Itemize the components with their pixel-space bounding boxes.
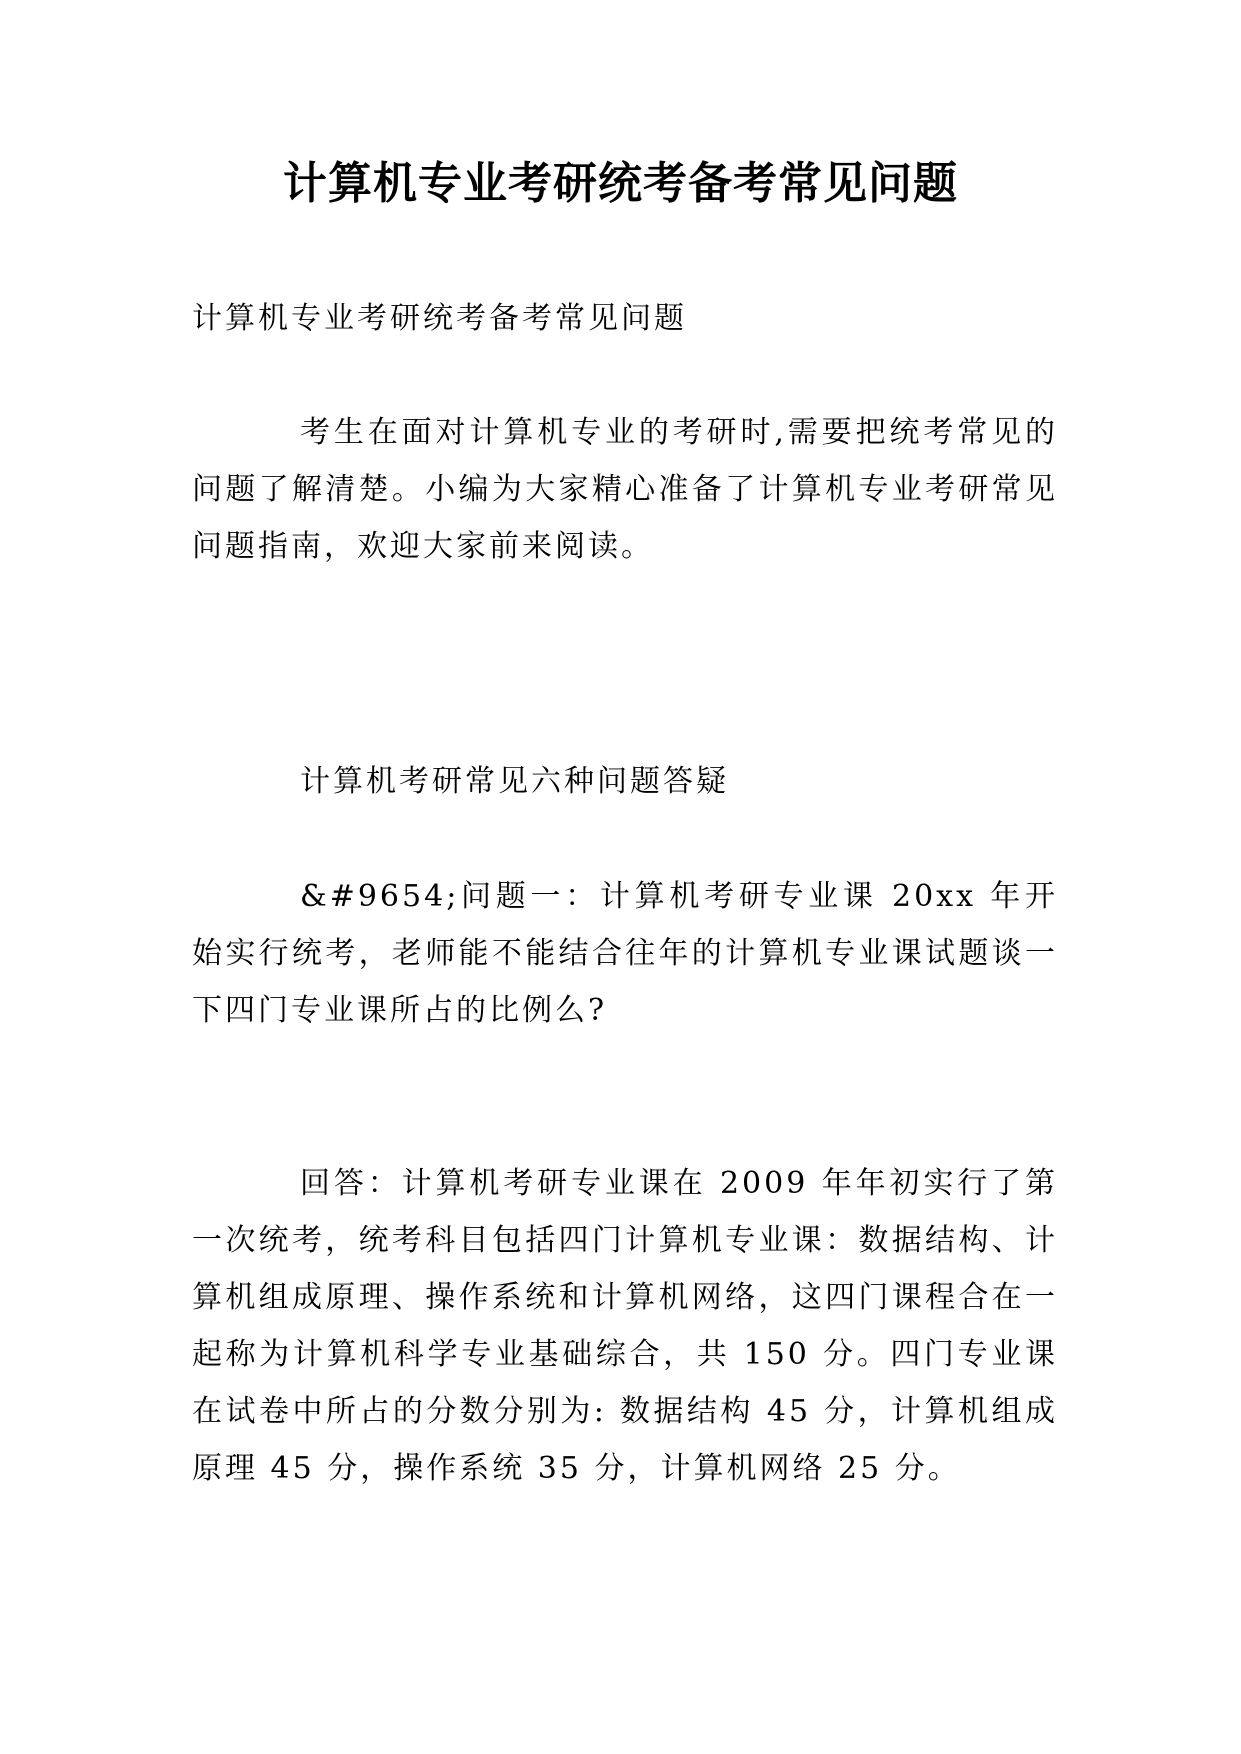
question-paragraph: &#9654;问题一：计算机考研专业课 20xx 年开始实行统考，老师能不能结合往年的计算机专业课试题谈一下四门专业课所占的比例么? xyxy=(192,879,1058,1028)
document-subtitle: 计算机专业考研统考备考常见问题 xyxy=(192,301,687,336)
intro-paragraph: 考生在面对计算机专业的考研时,需要把统考常见的问题了解清楚。小编为大家精心准备了计算机专业考研常见问题指南，欢迎大家前来阅读。 xyxy=(192,415,1058,564)
answer-paragraph: 回答：计算机考研专业课在 2009 年年初实行了第一次统考，统考科目包括四门计算机专业课：数据结构、计算机组成原理、操作系统和计算机网络，这四门课程合在一起称为计算机科学专业基础综合，共 150 分。四门专业课在试卷中所占的分数分别为: 数据结构 45 分，计算机组成原理 45 分，操作系统 35 分，计算机网络 25 分。 xyxy=(192,1166,1058,1486)
document-title: 计算机专业考研统考备考常见问题 xyxy=(283,158,958,209)
section-heading: 计算机考研常见六种问题答疑 xyxy=(300,764,729,799)
